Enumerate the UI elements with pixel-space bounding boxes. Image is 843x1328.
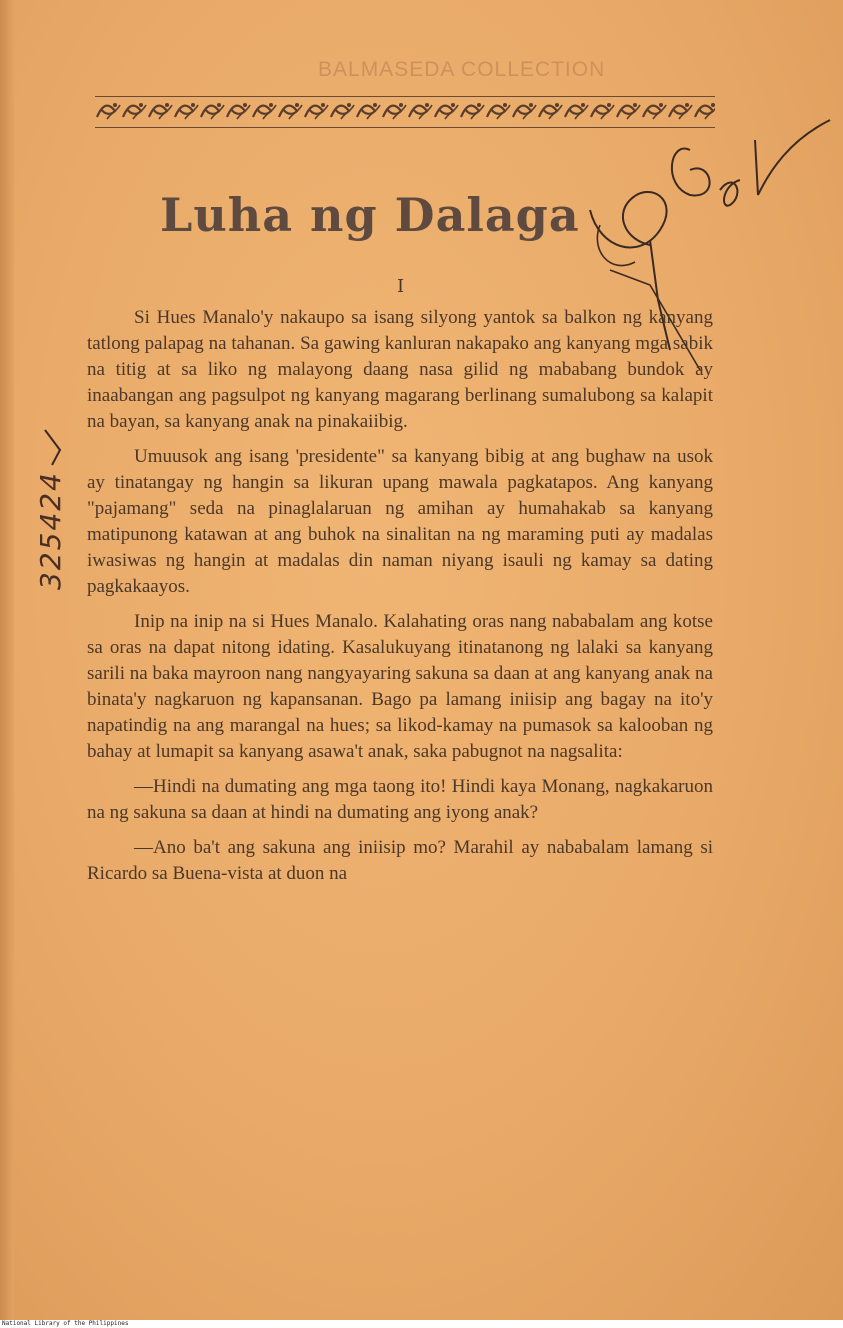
handwritten-number: 325424: [34, 471, 67, 590]
footer-credit: National Library of the Philippines: [2, 1320, 129, 1327]
paragraph: —Ano ba't ang sakuna ang iniisip mo? Marahil ay nababalam lamang si Ricardo sa Buena-vista at duon na: [87, 837, 713, 884]
paragraph: —Hindi na dumating ang mga taong ito! Hindi kaya Monang, nagkakaruon na ng sakuna sa daan at hindi na dumating ang iyong anak?: [87, 776, 713, 823]
paragraph: Umuusok ang isang 'presidente" sa kanyang bibig at ang bughaw na usok ay tinatangay ng hangin sa likuran upang mawala pagkatapos. Ang kanyang "pajamang" seda na pinaglalaruan ng amihan ay humahakab sa kanyang matipunong katawan at ang buhok na sinalitan na ng maraming puti ay madalas iwasiwas ng hangin at madalas din naman niyang isauli ng kamay sa dating pagkakaayos.: [87, 446, 713, 597]
body-text: [87, 305, 713, 896]
footer-bar: [0, 1320, 843, 1328]
collection-stamp: BALMASEDA COLLECTION: [318, 58, 606, 81]
paragraph: Si Hues Manalo'y nakaupo sa isang silyong yantok sa balkon ng kanyang tatlong palapag na tahanan. Sa gawing kanluran nakapako ang kanyang mga sabik na titig at sa liko ng malayong daang nasa gilid ng mababang bundok ay inaabangan ang pagsulpot ng kanyang magarang berlinang sumalubong sa kalapit na bayan, sa kanyang anak na pinakaiibig.: [87, 307, 713, 432]
paragraph: Inip na inip na si Hues Manalo. Kalahating oras nang nababalam ang kotse sa oras na dapat nitong idating. Kasalukuyang itinatanong ng lalaki sa kanyang sarili na baka mayroon nang nangyayaring sakuna sa daan at ang kanyang anak na binata'y nagkaruon ng kapansanan. Bago pa lamang iniisip ang bagay na ito'y napatindig na ang marangal na hues; sa likod-kamay na pumasok sa kalooban ng bahay at lumapit sa kanyang asawa't anak, saka pabugnot na nagsalita:: [87, 611, 713, 762]
page-title: Luha ng Dalaga: [160, 188, 580, 242]
chapter-number: I: [397, 276, 405, 297]
